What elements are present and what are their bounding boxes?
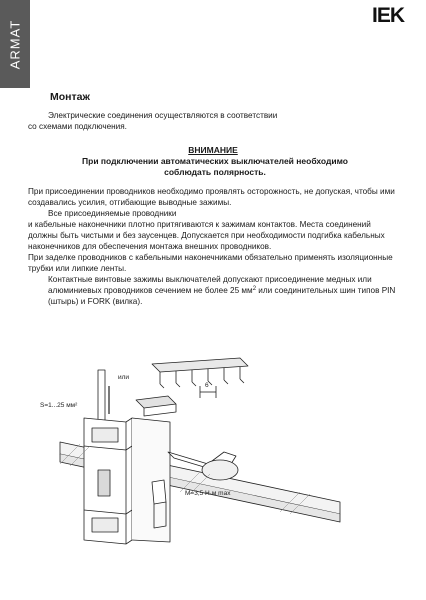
- brand-text: ARMAT: [7, 19, 23, 69]
- superscript: 2: [252, 286, 257, 292]
- installation-drawing: [40, 352, 390, 567]
- paragraph: и кабельные наконечники плотно притягиваются к зажимам контактов. Места соединений должны быть чистыми и без заусенцев. Допускается при необходимости подгибка кабельных наконечников для обеспечения монтажа внешних проводников.: [28, 220, 385, 251]
- label-width: 6: [205, 382, 209, 389]
- warning-text: При подключении автоматических выключателей необходимо соблюдать полярность.: [82, 156, 348, 177]
- side-brand-label: [0, 0, 30, 88]
- instructions-body: [28, 186, 400, 307]
- installation-diagram: [40, 352, 390, 567]
- breaker-toggle: [98, 470, 110, 496]
- paragraph: [28, 274, 400, 307]
- paragraph-lead: Все присоединяемые проводники: [48, 209, 177, 218]
- label-torque: M=3,5 Н·м max: [185, 490, 231, 497]
- label-cross-section: S=1...25 мм²: [40, 402, 78, 409]
- busbar-pin: [152, 358, 248, 372]
- intro-line: со схемами подключения.: [28, 122, 127, 131]
- breaker-terminal: [92, 518, 118, 532]
- section-title: Монтаж: [50, 91, 90, 103]
- label-or: или: [118, 374, 130, 381]
- warning-title: ВНИМАНИЕ: [188, 145, 238, 155]
- intro-paragraph: [28, 110, 368, 132]
- paragraph: При заделке проводников с кабельными наконечниками обязательно применять изоляционные трубки или липкие ленты.: [28, 253, 393, 273]
- paragraph-text: Контактные винтовые зажимы выключателей допускают присоединение медных или алюминиевых проводников сечением не более 25 мм: [48, 275, 372, 295]
- busbar-fork: [136, 396, 176, 408]
- cable-lug: [152, 480, 166, 504]
- intro-line: Электрические соединения осуществляются в соответствии: [48, 111, 278, 120]
- iek-logo: IEK: [372, 4, 405, 27]
- paragraph: При присоединении проводников необходимо проявлять осторожность, не допуская, чтобы ими создавались усилия, отгибающие выводные зажимы.: [28, 187, 395, 207]
- breaker-terminal: [92, 428, 118, 442]
- paragraph-text: или соединительных шин типов PIN (штырь) и FORK (вилка).: [48, 286, 396, 306]
